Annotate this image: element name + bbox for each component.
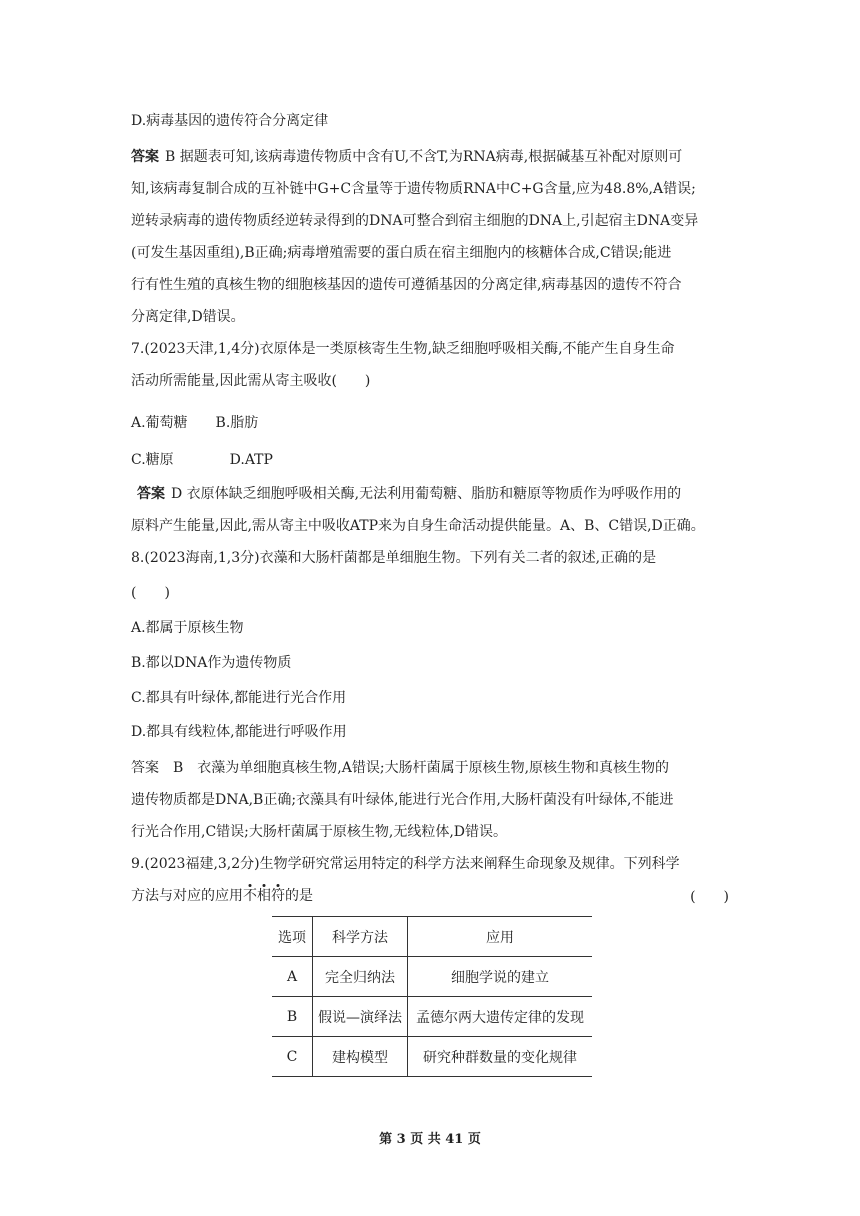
text-line bbox=[131, 450, 273, 470]
text-line bbox=[131, 147, 682, 167]
text-line bbox=[131, 583, 170, 603]
text-line bbox=[131, 548, 656, 568]
text-content: D.都具有线粒体,都能进行呼吸作用 bbox=[131, 724, 347, 740]
text-content: 分离定律,D错误。 bbox=[131, 309, 245, 325]
table-cell: A bbox=[272, 957, 313, 997]
text-line bbox=[137, 484, 681, 504]
text-line bbox=[131, 211, 698, 231]
text-line bbox=[131, 618, 244, 638]
text-line bbox=[131, 516, 705, 536]
text-line bbox=[131, 243, 671, 263]
emphasis-char: 不 bbox=[243, 888, 257, 904]
table-row bbox=[272, 957, 592, 997]
text-content: C.都具有叶绿体,都能进行光合作用 bbox=[131, 690, 347, 706]
text-line bbox=[131, 371, 370, 391]
text-line bbox=[131, 822, 507, 842]
page-footer: 第 3 页 共 41 页 bbox=[379, 1132, 481, 1147]
text-content: 原料产生能量,因此,需从寄主中吸收ATP来为自身生命活动提供能量。A、B、C错误,D正确。 bbox=[131, 518, 705, 534]
text-line bbox=[131, 179, 696, 199]
table-cell: 假说—演绎法 bbox=[313, 997, 408, 1037]
text-content: 逆转录病毒的遗传物质经逆转录得到的DNA可整合到宿主细胞的DNA上,引起宿主DNA变异 bbox=[131, 213, 699, 229]
text-content: B 据题表可知,该病毒遗传物质中含有U,不含T,为RNA病毒,根据碱基互补配对原则可 bbox=[165, 149, 683, 165]
text-content: B.都以DNA作为遗传物质 bbox=[131, 655, 292, 671]
text-content: A.葡萄糖 B.脂肪 bbox=[131, 415, 259, 431]
text-line bbox=[131, 413, 258, 433]
text-line bbox=[131, 790, 673, 810]
text-content: 9.(2023福建,3,2分)生物学研究常运用特定的科学方法来阐释生命现象及规律。下列科学 bbox=[131, 856, 680, 872]
text-content: 7.(2023天津,1,4分)衣原体是一类原核寄生生物,缺乏细胞呼吸相关酶,不能产生自身生命 bbox=[131, 341, 675, 357]
table-cell: C bbox=[272, 1037, 313, 1077]
text-line bbox=[131, 307, 245, 327]
table-header-row bbox=[272, 917, 592, 957]
table-cell: 细胞学说的建立 bbox=[408, 957, 593, 997]
text-content: D 衣原体缺乏细胞呼吸相关酶,无法利用葡萄糖、脂肪和糖原等物质作为呼吸作用的 bbox=[171, 486, 682, 502]
answer-label: 答案 bbox=[137, 486, 165, 502]
text-content: 知,该病毒复制合成的互补链中G+C含量等于遗传物质RNA中C+G含量,应为48.8%,A错误; bbox=[131, 181, 696, 197]
answer-blank: ( ) bbox=[690, 889, 729, 905]
table-header-cell: 应用 bbox=[408, 917, 593, 957]
table-row bbox=[272, 1037, 592, 1077]
q9-line-2-before: 方法与对应的应用 bbox=[131, 888, 243, 904]
table-header-cell: 科学方法 bbox=[313, 917, 408, 957]
table-cell: 完全归纳法 bbox=[313, 957, 408, 997]
text-line bbox=[131, 275, 681, 295]
q9-line-2-after: 的是 bbox=[285, 888, 313, 904]
table-cell: 建构模型 bbox=[313, 1037, 408, 1077]
text-line bbox=[131, 653, 291, 673]
text-content: C.糖原 D.ATP bbox=[131, 452, 273, 468]
text-content: (可发生基因重组),B正确;病毒增殖需要的蛋白质在宿主细胞内的核糖体合成,C错误;能进 bbox=[131, 245, 672, 261]
table-cell: 研究种群数量的变化规律 bbox=[408, 1037, 593, 1077]
text-line bbox=[131, 111, 328, 131]
text-content: 行光合作用,C错误;大肠杆菌属于原核生物,无线粒体,D错误。 bbox=[131, 824, 508, 840]
text-line bbox=[131, 688, 346, 708]
table-header-cell: 选项 bbox=[272, 917, 313, 957]
text-line bbox=[131, 758, 669, 778]
q9-line-2 bbox=[131, 886, 313, 906]
text-line bbox=[131, 854, 680, 874]
text-content: 8.(2023海南,1,3分)衣藻和大肠杆菌都是单细胞生物。下列有关二者的叙述,正确的是 bbox=[131, 550, 657, 566]
table-row bbox=[272, 997, 592, 1037]
text-content: 活动所需能量,因此需从寄主吸收( ) bbox=[131, 373, 371, 389]
text-content: A.都属于原核生物 bbox=[131, 620, 244, 636]
answer-label: 答案 bbox=[131, 149, 159, 165]
text-content: 行有性生殖的真核生物的细胞核基因的遗传可遵循基因的分离定律,病毒基因的遗传不符合 bbox=[131, 277, 682, 293]
emphasis-char: 相 bbox=[257, 888, 271, 904]
text-line bbox=[131, 722, 347, 742]
emphasis-char: 符 bbox=[271, 888, 285, 904]
text-content: D.病毒基因的遗传符合分离定律 bbox=[131, 113, 329, 129]
table-cell: 孟德尔两大遗传定律的发现 bbox=[408, 997, 593, 1037]
text-line bbox=[131, 339, 675, 359]
text-content: ( ) bbox=[131, 585, 170, 601]
text-content: 答案 B 衣藻为单细胞真核生物,A错误;大肠杆菌属于原核生物,原核生物和真核生物的 bbox=[131, 760, 670, 776]
table-cell: B bbox=[272, 997, 313, 1037]
text-content: 遗传物质都是DNA,B正确;衣藻具有叶绿体,能进行光合作用,大肠杆菌没有叶绿体,不能进 bbox=[131, 792, 674, 808]
options-table bbox=[272, 916, 592, 1077]
